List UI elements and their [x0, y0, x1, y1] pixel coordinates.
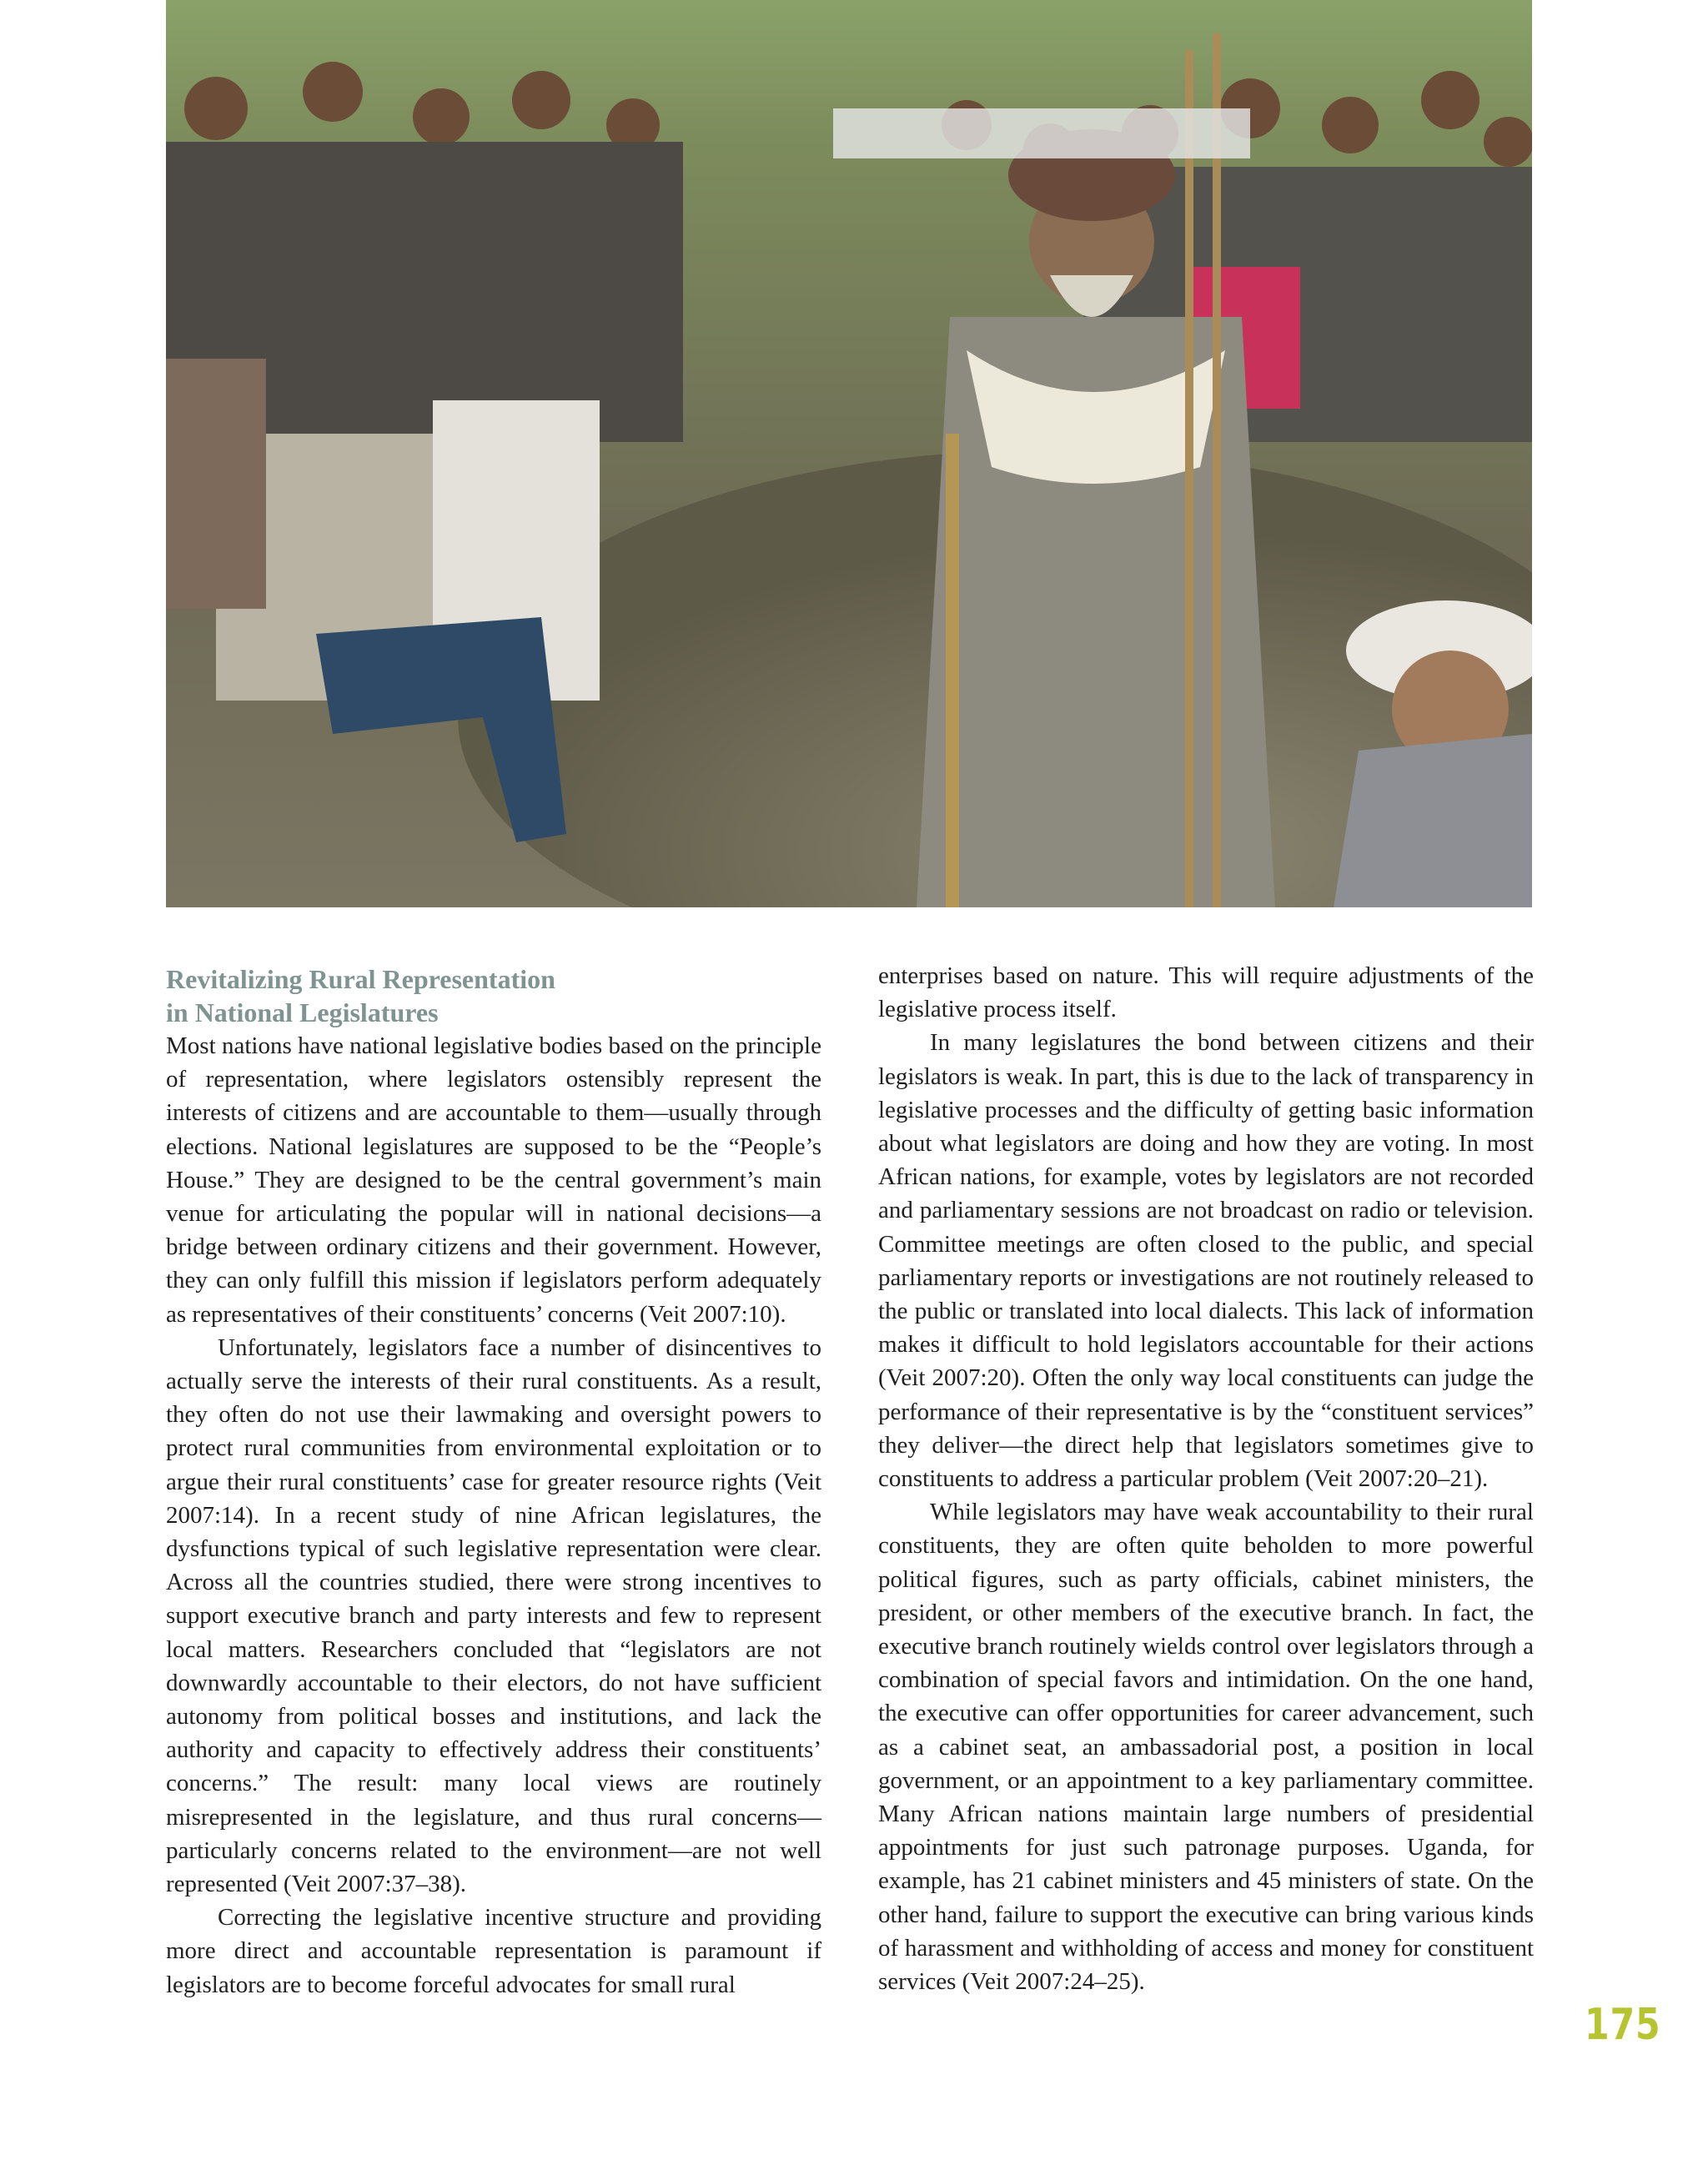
section-heading — [166, 962, 821, 1029]
paragraph: While legislators may have weak accountability to their rural constituents, they are often quite beholden to more powerful political figures, such as party officials, cabinet ministers, the president, or other members of the executive branch. In fact, the executive branch routinely wields control over legislators through a combination of special favors and intimidation. On the one hand, the executive can offer opportunities for career advancement, such as a cabinet seat, an ambassadorial post, a position in local government, or an appointment to a key parliamentary committee. Many African nations maintain large numbers of presidential appointments for just such patronage purposes. Uganda, for example, has 21 cabinet ministers and 45 ministers of state. On the other hand, failure to support the executive can bring various kinds of harassment and withholding of access and money for constituent services (Veit 2007:24–25). — [878, 1499, 1534, 1996]
paragraph: enterprises based on nature. This will require adjustments of the legislative process itself. — [878, 962, 1534, 1023]
article-column-left — [166, 959, 821, 2002]
section-heading-line2: in National Legislatures — [166, 997, 439, 1027]
paragraph: Unfortunately, legislators face a number of disincentives to actually serve the interests of their rural constituents. As a result, they often do not use their lawmaking and oversight powers to protect rural communities from environmental exploitation or to argue their rural constituents’ case for greater resource rights (Veit 2007:14). In a recent study of nine African legislatures, the dysfunctions typical of such legislative representation were clear. Across all the countries studied, there were strong incentives to support executive branch and party interests and few to represent local matters. Researchers concluded that “legislators are not downwardly accountable to their electors, do not have sufficient autonomy from political bosses and institutions, and lack the authority and capacity to effectively address their constituents’ concerns.” The result: many local views are routinely misrepresented in the legislature, and thus rural concerns—particularly concerns related to the environment—are not well represented (Veit 2007:37–38). — [166, 1334, 821, 1898]
section-heading-line1: Revitalizing Rural Representation — [166, 964, 555, 994]
article-column-right — [878, 959, 1534, 1998]
crowd-photo-icon — [166, 0, 1532, 907]
paragraph: Correcting the legislative incentive structure and providing more direct and accountable representation is paramount if legislators are to become forceful advocates for small rural — [166, 1904, 821, 1998]
page-number: 175 — [1585, 2000, 1661, 2050]
paragraph: Most nations have national legislative bodies based on the principle of representation, where legislators ostensibly represent the interests of citizens and are accountable to them—usually through elections. National legislatures are supposed to be the “People’s House.” They are designed to be the central government’s main venue for articulating the popular will in national decisions—a bridge between ordinary citizens and their government. However, they can only fulfill this mission if legislators perform adequately as representatives of their constituents’ concerns (Veit 2007:10). — [166, 1032, 821, 1328]
paragraph: In many legislatures the bond between citizens and their legislators is weak. In part, this is due to the lack of transparency in legislative processes and the difficulty of getting basic information about what legislators are doing and how they are voting. In most African nations, for example, votes by legislators are not recorded and parliamentary sessions are not broadcast on radio or television. Committee meetings are often closed to the public, and special parliamentary reports or investigations are not routinely released to the public or translated into local dialects. This lack of information makes it difficult to hold legislators accountable for their actions (Veit 2007:20). Often the only way local constituents can judge the performance of their representative is by the “constituent services” they deliver—the direct help that legislators sometimes give to constituents to address a particular problem (Veit 2007:20–21). — [878, 1029, 1534, 1493]
crowd-photo — [166, 0, 1532, 907]
